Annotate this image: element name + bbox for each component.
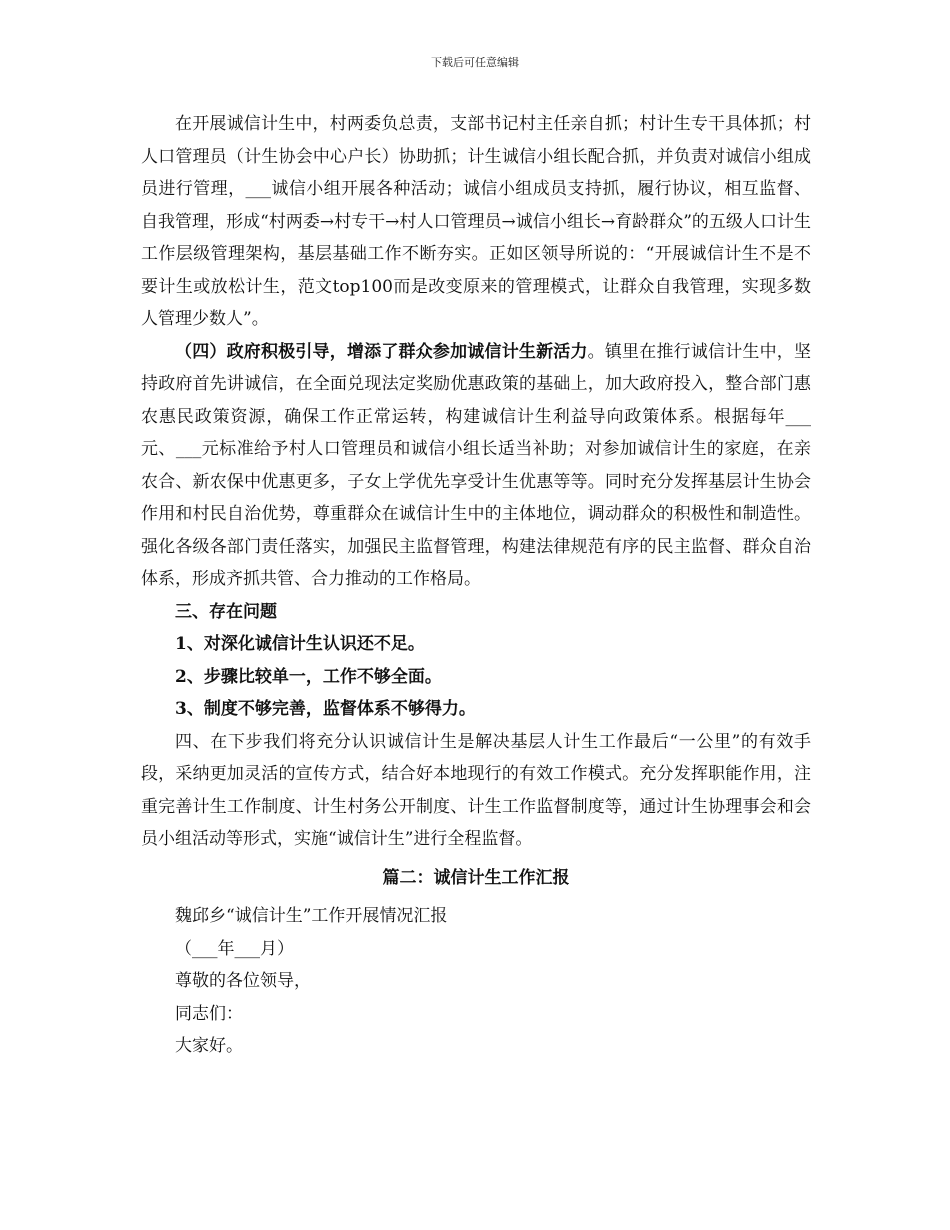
salutation-comrades: 同志们： bbox=[175, 1003, 243, 1024]
paragraph-management-structure: 在开展诚信计生中，村两委负总责，支部书记村主任亲自抓；村计生专干具体抓；村人口管理员（计生协会中心户长）协助抓；计生诚信小组长配合抓，并负责对诚信小组成员进行管理，___诚信小组开展各种活动；诚信小组成员支持抓，履行协议，相互监督、自我管理，形成“村两委→村专干→村人口管理员→诚信小组长→育龄群众”的五级人口计生工作层级管理架构，基层基础工作不断夯实。正如区领导所说的：“开展诚信计生不是不要计生或放松计生，范文top100而是改变原来的管理模式，让群众自我管理，实现多数人管理少数人”。 bbox=[141, 114, 811, 329]
section-heading-problems: 三、存在问题 bbox=[175, 601, 277, 622]
problem-item-1: 1、对深化诚信计生认识还不足。 bbox=[175, 634, 425, 654]
problem-item-2: 2、步骤比较单一，工作不够全面。 bbox=[175, 666, 442, 687]
paragraph-government-guidance bbox=[141, 336, 811, 596]
greeting-line: 大家好。 bbox=[175, 1036, 243, 1056]
paragraph-heading-four: （四）政府积极引导，增添了群众参加诚信计生新活力 bbox=[175, 341, 588, 362]
document-body bbox=[141, 108, 811, 1063]
salutation-leaders: 尊敬的各位领导， bbox=[175, 971, 311, 991]
paragraph-body-four: 。镇里在推行诚信计生中，坚持政府首先讲诚信，在全面兑现法定奖励优惠政策的基础上，加大政府投入，整合部门惠农惠民政策资源，确保工作正常运转，构建诚信计生利益导向政策体系。根据每年___元、___元标准给予村人口管理员和诚信小组长适当补助；对参加诚信计生的家庭，在亲农合、新农保中优惠更多，子女上学优先享受计生优惠等等。同时充分发挥基层计生协会作用和村民自治优势，尊重群众在诚信计生中的主体地位，调动群众的积极性和制造性。强化各级各部门责任落实，加强民主监督管理，构建法律规范有序的民主监督、群众自治体系，形成齐抓共管、合力推动的工作格局。 bbox=[141, 341, 812, 589]
section-title-part-two: 篇二：诚信计生工作汇报 bbox=[382, 867, 570, 888]
paragraph-next-steps: 四、在下步我们将充分认识诚信计生是解决基层人计生工作最后“一公里”的有效手段，采纳更加灵活的宣传方式，结合好本地现行的有效工作模式。充分发挥职能作用，注重完善计生工作制度、计生村务公开制度、计生工作监督制度等，通过计生协理事会和会员小组活动等形式，实施“诚信计生”进行全程监督。 bbox=[141, 731, 811, 849]
problem-item-3: 3、制度不够完善，监督体系不够得力。 bbox=[175, 699, 476, 719]
report-date-line: （___年___月） bbox=[175, 938, 294, 959]
page-header: 下载后可任意编辑 bbox=[431, 56, 519, 69]
report-title-line: 魏邱乡“诚信计生”工作开展情况汇报 bbox=[175, 906, 448, 926]
